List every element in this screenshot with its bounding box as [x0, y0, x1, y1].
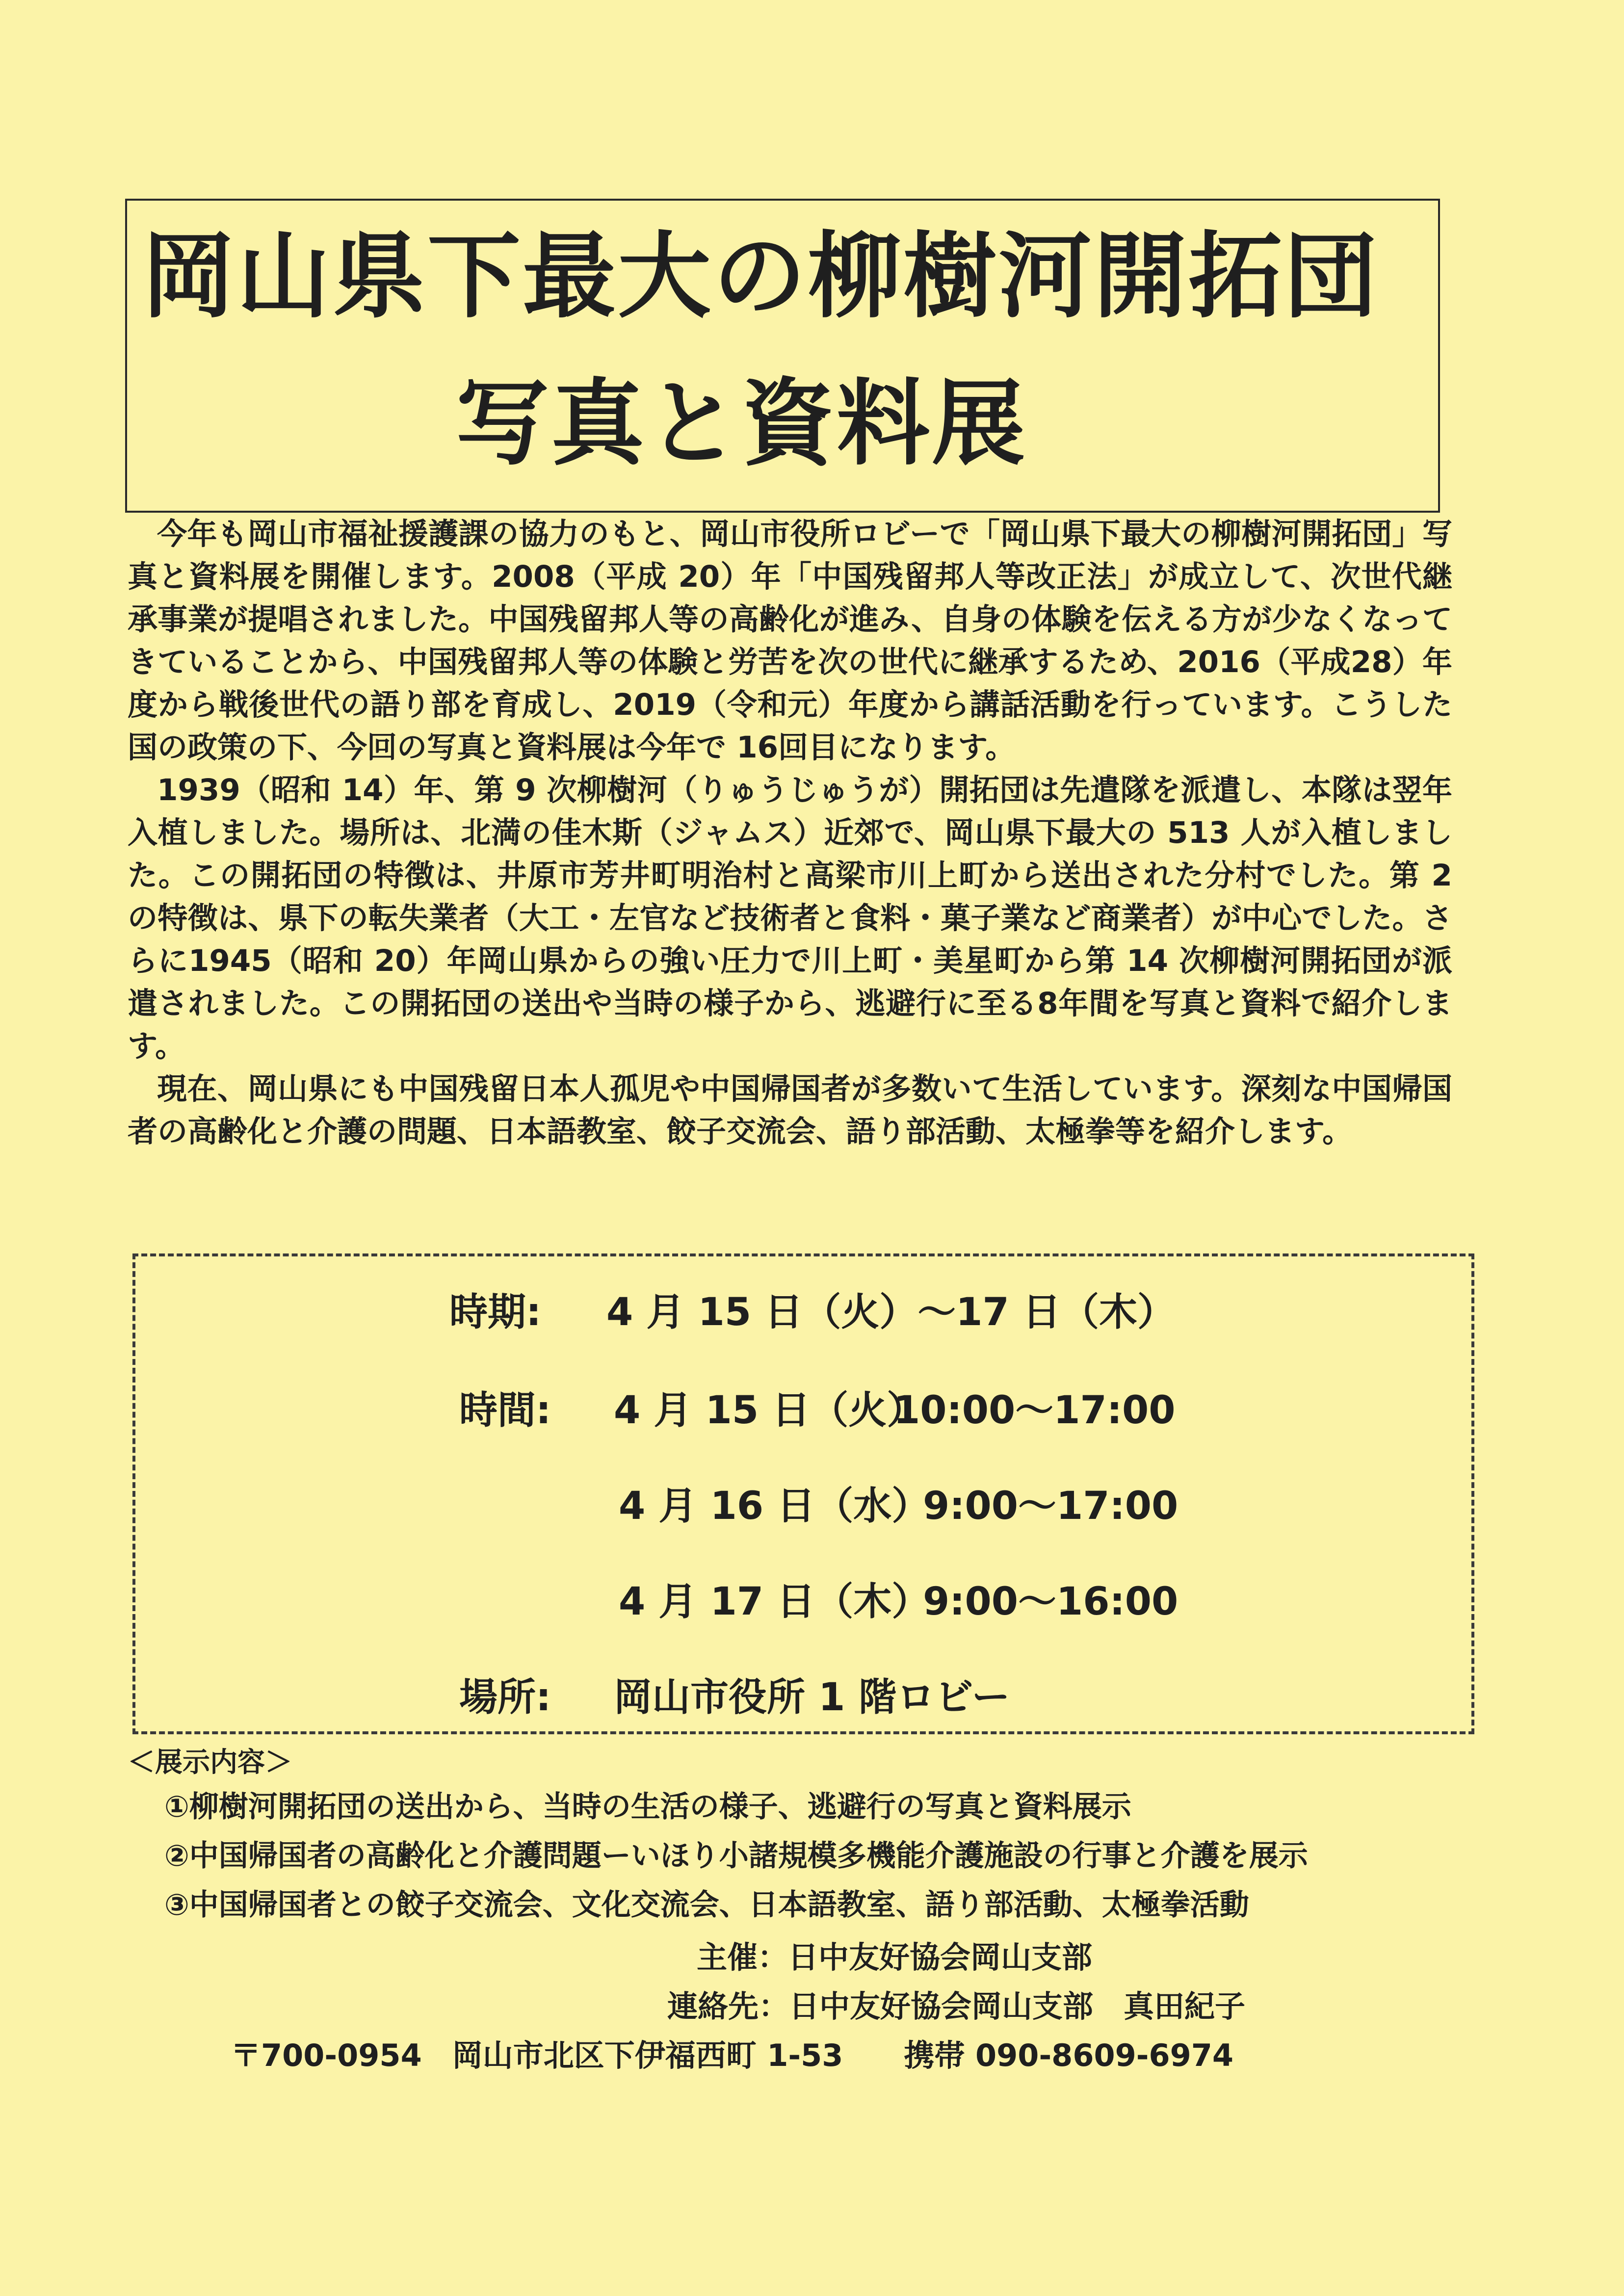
time-date-3: 4 月 17 日（木） — [619, 1580, 930, 1624]
intro-paragraph-1: 今年も岡山市福祉援護課の協力のもと、岡山市役所ロビーで「岡山県下最大の柳樹河開拓団」写真と資料展を開催します。2008（平成 20）年「中国残留邦人等改正法」が成立して、次世代継承事業が提唱されました。中国残留邦人等の高齢化が進み、自身の体験を伝える方が少なくなってきていることから、中国残留邦人等の体験と労苦を次の世代に継承するため、2016（平成28）年度から戦後世代の語り部を育成し、2019（令和元）年度から講話活動を行っています。こうした国の政策の下、今回の写真と資料展は今年で 16回目になります。 — [128, 517, 1452, 765]
exhibit-item: ①柳樹河開拓団の送出から、当時の生活の様子、逃避行の写真と資料展示 — [164, 1790, 1131, 1824]
place-value: 岡山市役所 1 階ロビー — [614, 1675, 1010, 1720]
time-hours-1: 10:00～17:00 — [893, 1388, 1176, 1433]
title-box — [125, 199, 1440, 513]
time-label: 時間: — [459, 1388, 551, 1433]
time-hours-2: 9:00～17:00 — [923, 1484, 1179, 1528]
time-date-1: 4 月 15 日（火） — [614, 1388, 925, 1433]
address-phone: 〒700-0954 岡山市北区下伊福西町 1-53 携帯 090-8609-6974 — [231, 2037, 1234, 2073]
page-title: 岡山県下最大の柳樹河開拓団 — [142, 222, 1380, 331]
intro-text — [128, 513, 1452, 1153]
exhibit-item: ③中国帰国者との餃子交流会、文化交流会、日本語教室、語り部活動、太極拳活動 — [164, 1888, 1249, 1922]
period-value: 4 月 15 日（火）～17 日（木） — [606, 1290, 1176, 1334]
time-date-2: 4 月 16 日（水） — [619, 1484, 930, 1528]
exhibit-item: ②中国帰国者の高齢化と介護問題ーいほり小諸規模多機能介護施設の行事と介護を展示 — [164, 1839, 1308, 1873]
place-label: 場所: — [459, 1675, 551, 1720]
period-label: 時期: — [449, 1290, 542, 1334]
intro-paragraph-2: 1939（昭和 14）年、第 9 次柳樹河（りゅうじゅうが）開拓団は先遣隊を派遣し、本隊は翌年入植しました。場所は、北満の佳木斯（ジャムス）近郊で、岡山県下最大の 513 人が入植しました。この開拓団の特徴は、井原市芳井町明治村と高梁市川上町から送出された分村でした。第 2 の特徴は、県下の転失業者（大工・左官など技術者と食料・菓子業など商業者）が中心でした。さらに1945（昭和 20）年岡山県からの強い圧力で川上町・美星町から第 14 次柳樹河開拓団が派遣されました。この開拓団の送出や当時の様子から、逃避行に至る8年間を写真と資料で紹介します。 — [128, 773, 1452, 1064]
page-subtitle: 写真と資料展 — [456, 369, 1027, 478]
exhibits-heading: ＜展示内容＞ — [128, 1747, 292, 1778]
time-hours-3: 9:00～16:00 — [923, 1580, 1179, 1624]
contact: 連絡先：日中友好協会岡山支部 真田紀子 — [667, 1988, 1246, 2024]
organizer: 主催：日中友好協会岡山支部 — [697, 1939, 1093, 1975]
event-info-box — [132, 1253, 1474, 1734]
intro-paragraph-3: 現在、岡山県にも中国残留日本人孤児や中国帰国者が多数いて生活しています。深刻な中国帰国者の高齢化と介護の問題、日本語教室、餃子交流会、語り部活動、太極拳等を紹介します。 — [128, 1071, 1453, 1149]
